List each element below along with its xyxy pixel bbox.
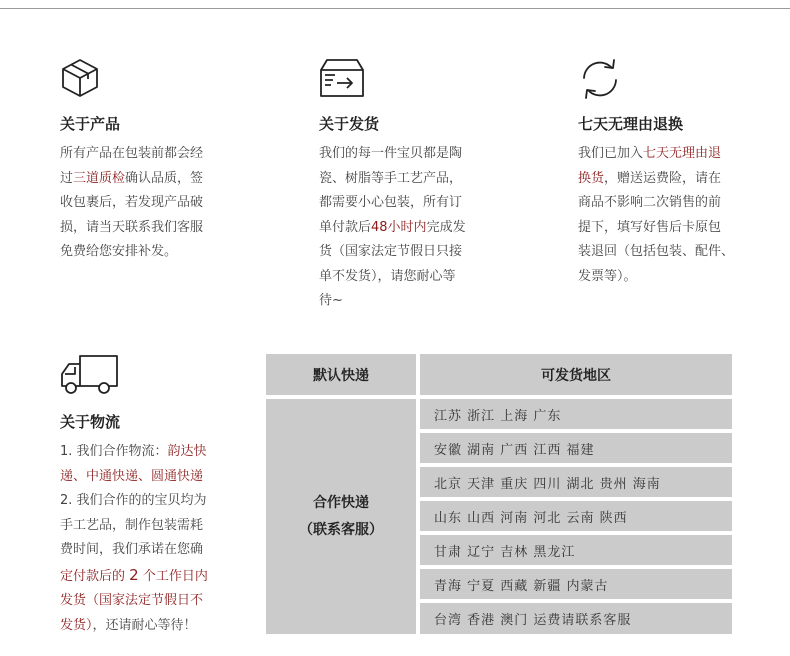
- logistics-line: 手工艺品，制作包装需耗: [60, 517, 204, 533]
- returns-line: 装退回（包括包装、配件、: [578, 244, 735, 259]
- delivery-line: 待~: [319, 293, 343, 308]
- delivery-line: 单不发货），请您耐心等: [319, 268, 456, 284]
- region-row: 青海 宁夏 西藏 新疆 内蒙古: [420, 569, 732, 599]
- logistics-line: 2. 我们合作的的宝贝均为: [60, 493, 207, 508]
- 48h-highlight: 48小时内: [371, 219, 427, 235]
- header-regions: 可发货地区: [420, 354, 732, 395]
- carrier-name: 合作快递: [313, 494, 369, 511]
- returns-section: [578, 58, 778, 298]
- returns-title: 七天无理由退换: [578, 115, 684, 133]
- delivery-line: 我们的每一件宝贝都是陶: [319, 146, 463, 161]
- header-default-carrier: 默认快递: [266, 354, 416, 395]
- delivery-section: [319, 58, 499, 318]
- returns-line: 我们已加入七天无理由退: [578, 146, 722, 161]
- product-section: [60, 58, 240, 268]
- delivery-text: [319, 142, 466, 314]
- product-title: 关于产品: [60, 115, 121, 133]
- returns-line: 换货，赠送运费险，请在: [578, 170, 722, 186]
- delivery-line: 货（国家法定节假日只接: [319, 244, 463, 259]
- logistics-title: 关于物流: [60, 413, 121, 431]
- returns-line: 提下，填写好售后卡原包: [578, 219, 722, 235]
- carrier-contact-note: （联系客服）: [299, 521, 383, 538]
- product-text: [60, 142, 203, 265]
- returns-text: [578, 142, 734, 289]
- refresh-icon: [578, 58, 622, 104]
- region-row: 甘肃 辽宁 吉林 黑龙江: [420, 535, 732, 565]
- region-row: 台湾 香港 澳门 运费请联系客服: [420, 603, 732, 634]
- returns-line: 商品不影响二次销售的前: [578, 195, 722, 210]
- returns-line: 发票等）。: [578, 268, 637, 284]
- logistics-section: [60, 354, 250, 644]
- region-row: 江苏 浙江 上海 广东: [420, 399, 732, 429]
- shipping-box-icon: [319, 58, 365, 102]
- delivery-line: 瓷、树脂等手工艺产品，: [319, 170, 463, 186]
- delivery-line: 单付款后48小时内完成发: [319, 219, 466, 235]
- product-line: 收包裹后，若发现产品破: [60, 195, 204, 210]
- carrier-cell: [266, 399, 416, 634]
- logistics-line: 发货（国家法定节假日不: [60, 593, 204, 608]
- quality-check-highlight: 三道质检: [73, 170, 126, 186]
- shipping-table: [266, 354, 732, 634]
- product-line: 损，请当天联系我们客服: [60, 219, 204, 235]
- logistics-line: 定付款后的 2 个工作日内: [60, 565, 208, 584]
- delivery-title: 关于发货: [319, 115, 380, 133]
- carriers-highlight: 递、中通快递、圆通快递: [60, 468, 204, 484]
- region-row: 北京 天津 重庆 四川 湖北 贵州 海南: [420, 467, 732, 497]
- seven-day-highlight: 七天无理由退: [643, 146, 722, 161]
- region-row: 山东 山西 河南 河北 云南 陕西: [420, 501, 732, 531]
- logistics-line: 1. 我们合作物流：韵达快: [60, 444, 207, 459]
- box-icon: [60, 58, 100, 102]
- logistics-text: [60, 440, 208, 638]
- logistics-line: 费时间，我们承诺在您确: [60, 542, 204, 557]
- region-row: 安徽 湖南 广西 江西 福建: [420, 433, 732, 463]
- product-line: 过三道质检确认品质，签: [60, 170, 204, 186]
- delivery-line: 都需要小心包装，所有订: [319, 195, 463, 210]
- truck-icon: [60, 354, 120, 400]
- top-divider: [0, 8, 790, 9]
- logistics-line: 发货），还请耐心等待！: [60, 617, 197, 633]
- product-line: 免费给您安排补发。: [60, 244, 178, 259]
- product-line: 所有产品在包装前都会经: [60, 146, 204, 161]
